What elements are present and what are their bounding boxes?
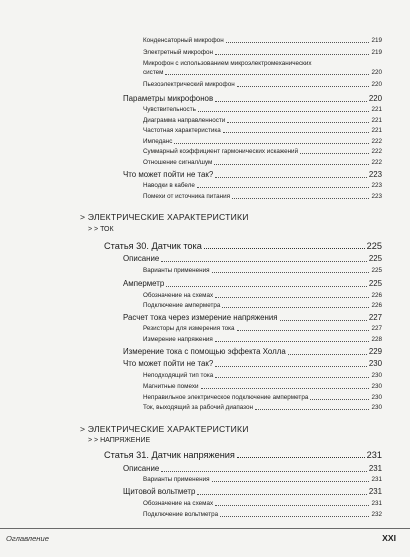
toc-entry: Отношение сигнал/шум 222 [143,159,382,166]
toc-entry: Конденсаторный микрофон 219 [143,37,382,44]
toc-entry: Описание 231 [123,464,382,473]
toc-entry: Импеданс 222 [143,138,382,145]
toc-entry: Варианты применения 231 [143,476,382,483]
toc-entry: Подключение вольтметра 232 [143,511,382,518]
toc-entry: Неподходящий тип тока 230 [143,372,382,379]
toc-entry: Измерение тока с помощью эффекта Холла 229 [123,347,382,356]
section-heading: > ЭЛЕКТРИЧЕСКИЕ ХАРАКТЕРИСТИКИ [80,424,249,434]
toc-entry: Помехи от источника питания 223 [143,193,382,200]
toc-entry: Амперметр 225 [123,279,382,288]
toc-entry: систем 220 [143,69,382,76]
toc-entry: Измерение напряжения 228 [143,336,382,343]
toc-entry: Что может пойти не так? 230 [123,359,382,368]
toc-entry: Ток, выходящий за рабочий диапазон 230 [143,404,382,411]
footer-divider [0,528,410,529]
toc-entry: Подключение амперметра 226 [143,302,382,309]
toc-entry: Частотная характеристика 221 [143,127,382,134]
toc-entry: Наводки в кабеле 223 [143,182,382,189]
toc-entry: Расчет тока через измерение напряжения 227 [123,313,382,322]
subsection-heading: > > ТОК [88,226,114,233]
toc-entry: Варианты применения 225 [143,267,382,274]
toc-entry: Параметры микрофонов 220 [123,94,382,103]
toc-entry: Диаграмма направленности 221 [143,117,382,124]
toc-entry: Электретный микрофон 219 [143,49,382,56]
toc-entry-wrap: Микрофон с использованием микроэлектромеханических [143,60,312,67]
section-heading: > ЭЛЕКТРИЧЕСКИЕ ХАРАКТЕРИСТИКИ [80,212,249,222]
toc-entry: Чувствительность 221 [143,106,382,113]
toc-entry: Что может пойти не так? 223 [123,170,382,179]
subsection-heading: > > НАПРЯЖЕНИЕ [88,437,151,444]
page-number: XXI [382,533,396,543]
toc-entry: Пьезоэлектрический микрофон 220 [143,81,382,88]
toc-entry: Суммарный коэффициент гармонических искажений 222 [143,148,382,155]
toc-chapter: Статья 31. Датчик напряжения 231 [104,450,382,460]
toc-chapter: Статья 30. Датчик тока 225 [104,241,382,251]
footer-running-title: Оглавление [6,534,49,543]
toc-entry: Магнитные помехи 230 [143,383,382,390]
toc-entry: Обозначение на схемах 231 [143,500,382,507]
toc-entry: Обозначение на схемах 226 [143,292,382,299]
toc-entry: Неправильное электрическое подключение амперметра 230 [143,394,382,401]
toc-entry: Щитовой вольтметр 231 [123,487,382,496]
toc-entry: Резисторы для измерения тока 227 [143,325,382,332]
toc-entry: Описание 225 [123,254,382,263]
